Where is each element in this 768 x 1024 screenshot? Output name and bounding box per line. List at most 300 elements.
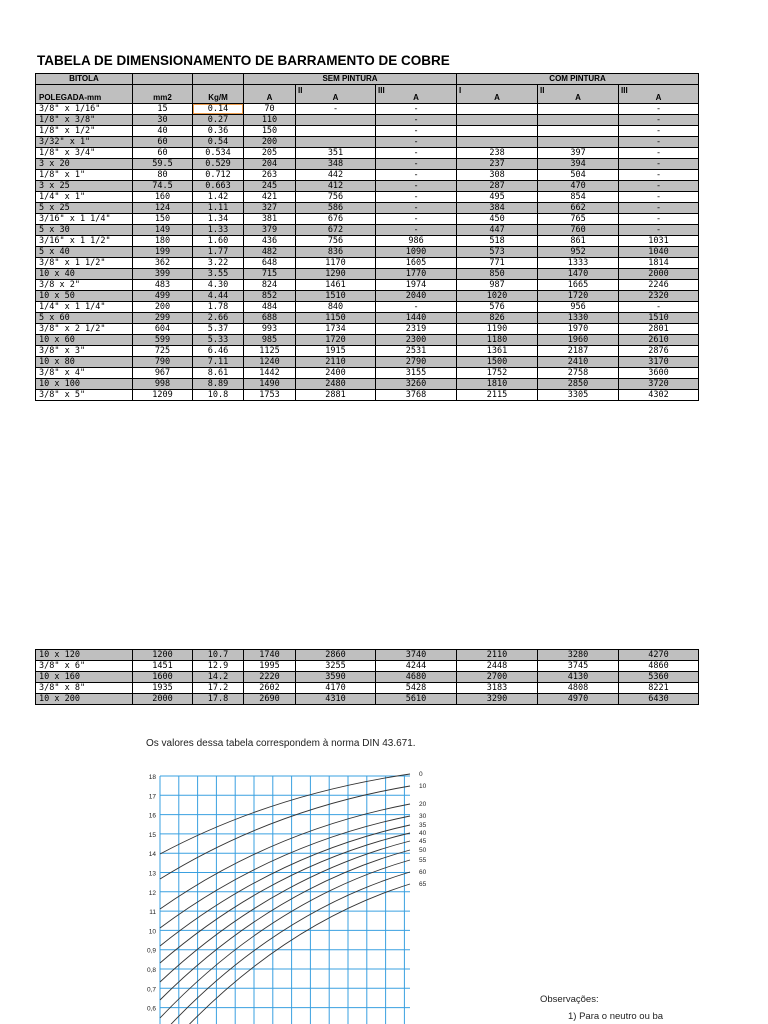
table-cell: 2110 bbox=[457, 650, 538, 661]
table-row bbox=[36, 357, 699, 368]
table-cell: 3/8" x 6" bbox=[36, 661, 133, 672]
table-cell: 1333 bbox=[538, 258, 619, 269]
table-cell: 1734 bbox=[296, 324, 376, 335]
y-tick-label: 13 bbox=[148, 870, 156, 878]
table-cell: 0.712 bbox=[193, 170, 244, 181]
table-cell: 394 bbox=[538, 159, 619, 170]
table-cell: 2187 bbox=[538, 346, 619, 357]
table-cell bbox=[457, 115, 538, 126]
header-mm2: mm2 bbox=[133, 85, 193, 104]
table-cell: 3/16" x 1 1/4" bbox=[36, 214, 133, 225]
table-cell: 1190 bbox=[457, 324, 538, 335]
table-cell: 362 bbox=[133, 258, 193, 269]
table-cell: 2801 bbox=[619, 324, 699, 335]
table-cell: 299 bbox=[133, 313, 193, 324]
table-cell: 483 bbox=[133, 280, 193, 291]
y-tick-label: 12 bbox=[148, 889, 156, 897]
table-cell: 381 bbox=[244, 214, 296, 225]
table-cell: 4.30 bbox=[193, 280, 244, 291]
table-cell: 0.534 bbox=[193, 148, 244, 159]
curve-label: 55 bbox=[419, 857, 427, 864]
table-cell: 3/8 x 2" bbox=[36, 280, 133, 291]
table-cell: 399 bbox=[133, 269, 193, 280]
curve-label: 0 bbox=[419, 771, 423, 778]
table-cell: 1209 bbox=[133, 390, 193, 401]
table-cell: 0.27 bbox=[193, 115, 244, 126]
table-cell: 110 bbox=[244, 115, 296, 126]
table-cell: 1814 bbox=[619, 258, 699, 269]
table-cell bbox=[538, 104, 619, 115]
table-cell: 7.11 bbox=[193, 357, 244, 368]
table-cell: 688 bbox=[244, 313, 296, 324]
table-row bbox=[36, 170, 699, 181]
table-cell: 397 bbox=[538, 148, 619, 159]
table-cell: 2850 bbox=[538, 379, 619, 390]
table-cell: 12.9 bbox=[193, 661, 244, 672]
table-cell: - bbox=[619, 302, 699, 313]
table-cell: 1752 bbox=[457, 368, 538, 379]
header-sem-ii: II A bbox=[296, 85, 376, 104]
table-cell: 850 bbox=[457, 269, 538, 280]
table-cell: - bbox=[619, 225, 699, 236]
table-row bbox=[36, 390, 699, 401]
table-cell: 17.8 bbox=[193, 694, 244, 705]
table-cell: 10 x 40 bbox=[36, 269, 133, 280]
table-row bbox=[36, 302, 699, 313]
table-cell: 15 bbox=[133, 104, 193, 115]
table-row bbox=[36, 137, 699, 148]
table-cell bbox=[457, 104, 538, 115]
table-cell: 1/4" x 1 1/4" bbox=[36, 302, 133, 313]
table-cell: 5.33 bbox=[193, 335, 244, 346]
table-cell: 1665 bbox=[538, 280, 619, 291]
table-cell: 1290 bbox=[296, 269, 376, 280]
table-cell: 384 bbox=[457, 203, 538, 214]
table-cell: 1180 bbox=[457, 335, 538, 346]
table-row bbox=[36, 104, 699, 115]
table-cell: - bbox=[376, 225, 457, 236]
table-cell: 4302 bbox=[619, 390, 699, 401]
table-cell: 0.663 bbox=[193, 181, 244, 192]
table-cell: 760 bbox=[538, 225, 619, 236]
table-cell: 3.22 bbox=[193, 258, 244, 269]
table-cell: - bbox=[376, 137, 457, 148]
y-tick-label: 0,9 bbox=[146, 947, 156, 955]
table-cell: 4860 bbox=[619, 661, 699, 672]
table-cell: 1500 bbox=[457, 357, 538, 368]
table-cell: 852 bbox=[244, 291, 296, 302]
table-row bbox=[36, 247, 699, 258]
table-cell: 74.5 bbox=[133, 181, 193, 192]
table-cell: 2602 bbox=[244, 683, 296, 694]
table-cell: 952 bbox=[538, 247, 619, 258]
table-cell: 3768 bbox=[376, 390, 457, 401]
table-cell: 2700 bbox=[457, 672, 538, 683]
table-cell: 1451 bbox=[133, 661, 193, 672]
table-cell: 2790 bbox=[376, 357, 457, 368]
table-cell: 3/8" x 4" bbox=[36, 368, 133, 379]
table-row bbox=[36, 269, 699, 280]
table-cell: - bbox=[619, 214, 699, 225]
table-row bbox=[36, 181, 699, 192]
table-cell: 1090 bbox=[376, 247, 457, 258]
table-cell: 676 bbox=[296, 214, 376, 225]
table-cell: 2000 bbox=[619, 269, 699, 280]
table-cell: 1510 bbox=[296, 291, 376, 302]
table-cell: 10 x 60 bbox=[36, 335, 133, 346]
table-cell: 4808 bbox=[538, 683, 619, 694]
table-cell: 1/8" x 3/8" bbox=[36, 115, 133, 126]
table-cell: - bbox=[296, 104, 376, 115]
table-cell: 2531 bbox=[376, 346, 457, 357]
table-cell bbox=[296, 115, 376, 126]
table-cell: 1.60 bbox=[193, 236, 244, 247]
table-cell: 2400 bbox=[296, 368, 376, 379]
table-cell: 3170 bbox=[619, 357, 699, 368]
table-cell: 840 bbox=[296, 302, 376, 313]
table-cell: 518 bbox=[457, 236, 538, 247]
table-cell: 985 bbox=[244, 335, 296, 346]
table-cell: - bbox=[619, 192, 699, 203]
observacoes-item: 1) Para o neutro ou ba bbox=[568, 1011, 664, 1022]
table-cell: 648 bbox=[244, 258, 296, 269]
table-cell: 447 bbox=[457, 225, 538, 236]
table-cell: 4170 bbox=[296, 683, 376, 694]
header-blank bbox=[133, 74, 193, 85]
table-cell: 1740 bbox=[244, 650, 296, 661]
table-cell: - bbox=[376, 159, 457, 170]
table-cell: 2115 bbox=[457, 390, 538, 401]
table-cell: - bbox=[619, 181, 699, 192]
table-cell: 1995 bbox=[244, 661, 296, 672]
table-cell: 327 bbox=[244, 203, 296, 214]
table-cell: 3260 bbox=[376, 379, 457, 390]
header-kgm: Kg/M bbox=[193, 85, 244, 104]
y-tick-label: 16 bbox=[148, 812, 156, 820]
table-cell bbox=[538, 137, 619, 148]
table-cell: 4270 bbox=[619, 650, 699, 661]
table-cell: - bbox=[376, 115, 457, 126]
table-cell: 1915 bbox=[296, 346, 376, 357]
table-cell: 3155 bbox=[376, 368, 457, 379]
busbar-table bbox=[35, 73, 699, 401]
table-cell: - bbox=[376, 126, 457, 137]
table-row bbox=[36, 694, 699, 705]
table-cell: 3305 bbox=[538, 390, 619, 401]
table-cell: 442 bbox=[296, 170, 376, 181]
y-tick-label: 17 bbox=[148, 793, 156, 801]
table-cell: 10 x 200 bbox=[36, 694, 133, 705]
table-cell: 2610 bbox=[619, 335, 699, 346]
table-cell: 2000 bbox=[133, 694, 193, 705]
curve-label: 60 bbox=[419, 869, 427, 876]
table-cell: 504 bbox=[538, 170, 619, 181]
table-cell: - bbox=[619, 159, 699, 170]
table-cell: - bbox=[376, 181, 457, 192]
table-cell: 765 bbox=[538, 214, 619, 225]
table-cell: 1720 bbox=[296, 335, 376, 346]
table-cell: 3/8" x 8" bbox=[36, 683, 133, 694]
curve-label: 20 bbox=[419, 801, 427, 808]
table-cell: 1170 bbox=[296, 258, 376, 269]
table-cell: - bbox=[376, 214, 457, 225]
table-row bbox=[36, 335, 699, 346]
table-cell: 199 bbox=[133, 247, 193, 258]
table-cell: 2881 bbox=[296, 390, 376, 401]
table-cell: 1.78 bbox=[193, 302, 244, 313]
table-cell: 379 bbox=[244, 225, 296, 236]
table-row bbox=[36, 683, 699, 694]
table-row bbox=[36, 661, 699, 672]
table-cell: 263 bbox=[244, 170, 296, 181]
table-cell: 1753 bbox=[244, 390, 296, 401]
table-cell: 436 bbox=[244, 236, 296, 247]
table-cell: 5 x 30 bbox=[36, 225, 133, 236]
table-cell: 3255 bbox=[296, 661, 376, 672]
table-cell: 5360 bbox=[619, 672, 699, 683]
table-cell bbox=[296, 137, 376, 148]
table-cell: 3.55 bbox=[193, 269, 244, 280]
table-cell: 5 x 40 bbox=[36, 247, 133, 258]
table-cell: 3740 bbox=[376, 650, 457, 661]
table-cell: 586 bbox=[296, 203, 376, 214]
table-cell: 1150 bbox=[296, 313, 376, 324]
table-cell: 6430 bbox=[619, 694, 699, 705]
table-cell: 2758 bbox=[538, 368, 619, 379]
table-cell: 40 bbox=[133, 126, 193, 137]
table-cell: 238 bbox=[457, 148, 538, 159]
table-cell: 484 bbox=[244, 302, 296, 313]
table-cell: 70 bbox=[244, 104, 296, 115]
table-cell: 2110 bbox=[296, 357, 376, 368]
table-cell: 672 bbox=[296, 225, 376, 236]
table-cell: 3720 bbox=[619, 379, 699, 390]
table-cell: 150 bbox=[244, 126, 296, 137]
table-cell: 287 bbox=[457, 181, 538, 192]
table-cell: - bbox=[376, 148, 457, 159]
table-cell: 10 x 50 bbox=[36, 291, 133, 302]
table-row bbox=[36, 126, 699, 137]
table-cell bbox=[538, 115, 619, 126]
table-cell: 0.36 bbox=[193, 126, 244, 137]
table-cell: 604 bbox=[133, 324, 193, 335]
table-cell: 1.33 bbox=[193, 225, 244, 236]
table-cell: 6.46 bbox=[193, 346, 244, 357]
table-cell: 826 bbox=[457, 313, 538, 324]
table-cell: 3 x 25 bbox=[36, 181, 133, 192]
table-cell: 573 bbox=[457, 247, 538, 258]
table-cell: 3183 bbox=[457, 683, 538, 694]
table-row bbox=[36, 148, 699, 159]
table-cell: 1810 bbox=[457, 379, 538, 390]
table-cell: 2690 bbox=[244, 694, 296, 705]
table-cell: 3/8" x 3" bbox=[36, 346, 133, 357]
table-cell: 599 bbox=[133, 335, 193, 346]
table-cell: 149 bbox=[133, 225, 193, 236]
table-row bbox=[36, 672, 699, 683]
table-cell: 5.37 bbox=[193, 324, 244, 335]
table-cell: 80 bbox=[133, 170, 193, 181]
table-cell: 10 x 160 bbox=[36, 672, 133, 683]
table-row bbox=[36, 324, 699, 335]
table-cell: 1/8" x 1/2" bbox=[36, 126, 133, 137]
curve-label: 10 bbox=[419, 783, 427, 790]
table-cell: 421 bbox=[244, 192, 296, 203]
y-tick-label: 14 bbox=[148, 851, 156, 859]
table-cell: 2480 bbox=[296, 379, 376, 390]
table-cell: - bbox=[376, 170, 457, 181]
table-cell: 10 x 100 bbox=[36, 379, 133, 390]
table-cell: 2448 bbox=[457, 661, 538, 672]
page-title: TABELA DE DIMENSIONAMENTO DE BARRAMENTO DE COBRE bbox=[37, 53, 450, 68]
table-cell: 1935 bbox=[133, 683, 193, 694]
table-cell: - bbox=[619, 126, 699, 137]
table-cell: 1040 bbox=[619, 247, 699, 258]
table-cell: 205 bbox=[244, 148, 296, 159]
table-cell: 1/4" x 1" bbox=[36, 192, 133, 203]
table-cell: 715 bbox=[244, 269, 296, 280]
y-tick-label: 11 bbox=[149, 909, 156, 917]
table-cell: 59.5 bbox=[133, 159, 193, 170]
table-cell: 2300 bbox=[376, 335, 457, 346]
table-cell: 0.529 bbox=[193, 159, 244, 170]
observacoes-title: Observações: bbox=[540, 994, 599, 1005]
header-polegada: POLEGADA-mm bbox=[36, 85, 133, 104]
table-cell: 10.7 bbox=[193, 650, 244, 661]
table-cell: 412 bbox=[296, 181, 376, 192]
curve-label: 50 bbox=[419, 847, 427, 854]
table-cell: 1970 bbox=[538, 324, 619, 335]
table-cell: 3745 bbox=[538, 661, 619, 672]
table-cell: 3590 bbox=[296, 672, 376, 683]
table-row bbox=[36, 192, 699, 203]
table-cell: 470 bbox=[538, 181, 619, 192]
header-com-pintura: COM PINTURA bbox=[457, 74, 699, 85]
table-cell: 8221 bbox=[619, 683, 699, 694]
table-cell bbox=[538, 126, 619, 137]
table-cell: 308 bbox=[457, 170, 538, 181]
table-cell: 5610 bbox=[376, 694, 457, 705]
table-cell: 2860 bbox=[296, 650, 376, 661]
table-cell: 1330 bbox=[538, 313, 619, 324]
table-cell: 1125 bbox=[244, 346, 296, 357]
table-cell: 4.44 bbox=[193, 291, 244, 302]
table-row bbox=[36, 280, 699, 291]
table-cell: 790 bbox=[133, 357, 193, 368]
table-cell: 1240 bbox=[244, 357, 296, 368]
table-row bbox=[36, 258, 699, 269]
table-cell: 993 bbox=[244, 324, 296, 335]
table-cell: 8.89 bbox=[193, 379, 244, 390]
table-cell: 3/8" x 2 1/2" bbox=[36, 324, 133, 335]
table-cell: - bbox=[619, 170, 699, 181]
table-cell: 124 bbox=[133, 203, 193, 214]
table-cell: 1/8" x 3/4" bbox=[36, 148, 133, 159]
table-cell: 1720 bbox=[538, 291, 619, 302]
table-row bbox=[36, 650, 699, 661]
table-cell: 245 bbox=[244, 181, 296, 192]
table-cell: 1461 bbox=[296, 280, 376, 291]
table-cell: 956 bbox=[538, 302, 619, 313]
header-sem-iii: III A bbox=[376, 85, 457, 104]
header-a: A bbox=[244, 85, 296, 104]
table-cell: - bbox=[619, 148, 699, 159]
table-cell: 1960 bbox=[538, 335, 619, 346]
table-cell: 348 bbox=[296, 159, 376, 170]
table-cell: 450 bbox=[457, 214, 538, 225]
norm-note: Os valores dessa tabela correspondem à norma DIN 43.671. bbox=[146, 738, 416, 749]
table-cell: 5 x 25 bbox=[36, 203, 133, 214]
table-cell: 1.42 bbox=[193, 192, 244, 203]
y-tick-label: 10 bbox=[148, 928, 156, 936]
table-cell: 1.34 bbox=[193, 214, 244, 225]
correction-chart bbox=[140, 766, 440, 1024]
table-cell: - bbox=[619, 137, 699, 148]
curve-label: 35 bbox=[419, 822, 427, 829]
table-cell: 200 bbox=[133, 302, 193, 313]
table-cell: 987 bbox=[457, 280, 538, 291]
table-cell: 200 bbox=[244, 137, 296, 148]
table-row bbox=[36, 214, 699, 225]
table-cell: 3 x 20 bbox=[36, 159, 133, 170]
table-cell bbox=[457, 137, 538, 148]
table-cell: 5 x 60 bbox=[36, 313, 133, 324]
table-cell: 967 bbox=[133, 368, 193, 379]
table-cell: 1490 bbox=[244, 379, 296, 390]
table-cell: 160 bbox=[133, 192, 193, 203]
table-cell: 4130 bbox=[538, 672, 619, 683]
table-cell: 1470 bbox=[538, 269, 619, 280]
table-cell: 1974 bbox=[376, 280, 457, 291]
header-sem-pintura: SEM PINTURA bbox=[244, 74, 457, 85]
table-cell: - bbox=[619, 115, 699, 126]
table-cell: 725 bbox=[133, 346, 193, 357]
curve-label: 40 bbox=[419, 830, 427, 837]
table-row bbox=[36, 368, 699, 379]
y-tick-label: 0,6 bbox=[146, 1005, 156, 1013]
table-row bbox=[36, 379, 699, 390]
table-cell bbox=[457, 126, 538, 137]
table-cell: 756 bbox=[296, 192, 376, 203]
table-row bbox=[36, 203, 699, 214]
table-cell: 576 bbox=[457, 302, 538, 313]
table-cell: 3/32" x 1" bbox=[36, 137, 133, 148]
table-cell: 836 bbox=[296, 247, 376, 258]
table-cell: 1440 bbox=[376, 313, 457, 324]
header-blank bbox=[193, 74, 244, 85]
table-cell: 0.14 bbox=[193, 104, 244, 115]
table-cell: 204 bbox=[244, 159, 296, 170]
table-cell: 824 bbox=[244, 280, 296, 291]
table-cell: - bbox=[376, 104, 457, 115]
y-tick-label: 18 bbox=[148, 774, 156, 781]
table-cell: 756 bbox=[296, 236, 376, 247]
table-cell: - bbox=[619, 203, 699, 214]
table-cell: - bbox=[376, 302, 457, 313]
table-cell: 4970 bbox=[538, 694, 619, 705]
table-cell bbox=[296, 126, 376, 137]
table-cell: 2319 bbox=[376, 324, 457, 335]
table-cell: - bbox=[619, 104, 699, 115]
table-row bbox=[36, 291, 699, 302]
table-cell: 60 bbox=[133, 137, 193, 148]
table-cell: 1600 bbox=[133, 672, 193, 683]
curve-label: 30 bbox=[419, 813, 427, 820]
table-cell: 10 x 120 bbox=[36, 650, 133, 661]
table-cell: 499 bbox=[133, 291, 193, 302]
table-cell: 1/8" x 1" bbox=[36, 170, 133, 181]
table-cell: 2220 bbox=[244, 672, 296, 683]
